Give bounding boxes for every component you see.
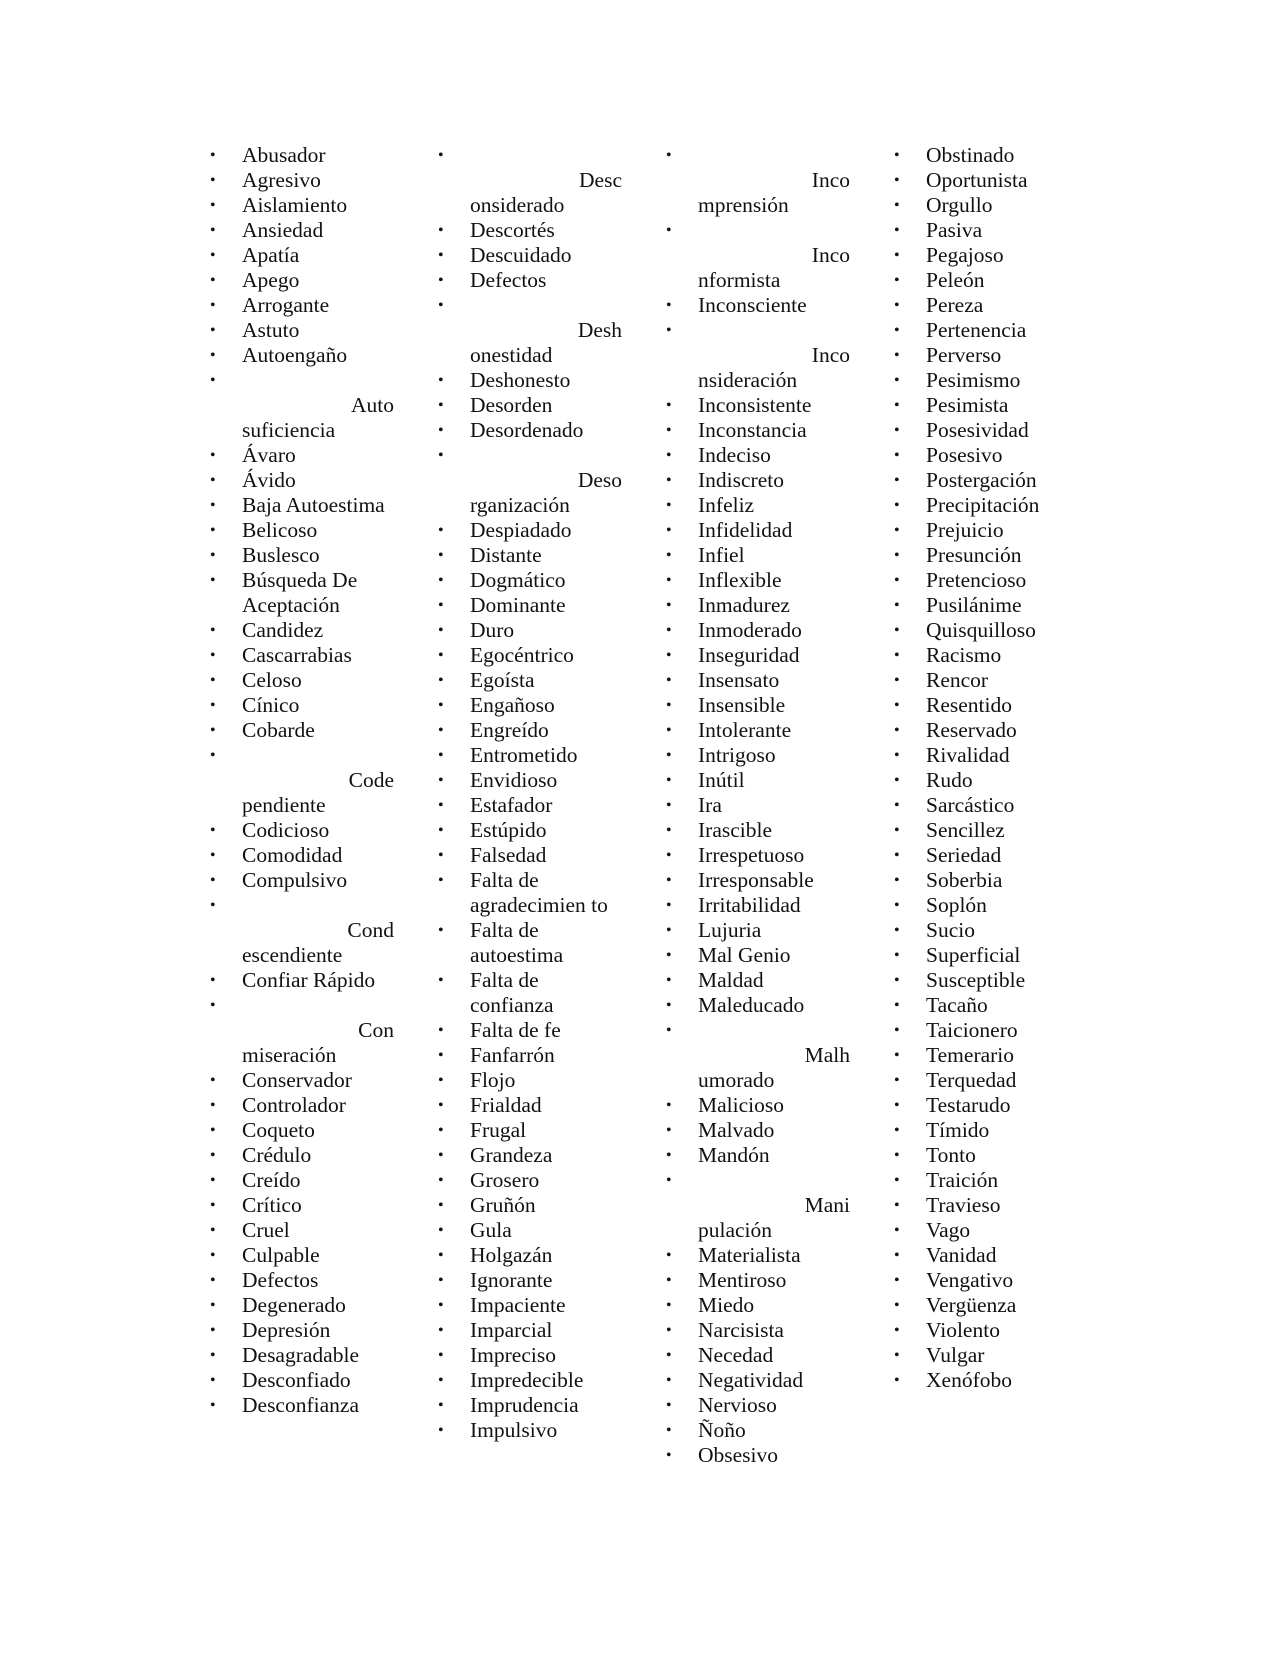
list-item: • Descortés (430, 218, 626, 243)
word-fragment-start: • Mani (804, 1193, 850, 1217)
list-item: • Ira (658, 793, 854, 818)
list-item: • Pasiva (886, 218, 1082, 243)
list-item: • Desconfiado (202, 1368, 398, 1393)
list-item: • Malvado (658, 1118, 854, 1143)
list-item: • Necedad (658, 1343, 854, 1368)
empty-line (698, 318, 854, 343)
word-list-column-1 (202, 143, 398, 1418)
list-item: • Pegajoso (886, 243, 1082, 268)
list-item: • Pesimismo (886, 368, 1082, 393)
list-item: • Orgullo (886, 193, 1082, 218)
list-item: • Desagradable (202, 1343, 398, 1368)
list-item: • Terquedad (886, 1068, 1082, 1093)
list-item: • Cobarde (202, 718, 398, 743)
list-item: • Desconfianza (202, 1393, 398, 1418)
list-item: • Distante (430, 543, 626, 568)
list-item: • Confiar Rápido (202, 968, 398, 993)
list-item (658, 143, 854, 218)
word-fragment-start: • Code (348, 768, 394, 792)
list-item: • Precipitación (886, 493, 1082, 518)
list-item: • Posesivo (886, 443, 1082, 468)
list-item: • Engreído (430, 718, 626, 743)
word-list-column-4 (886, 143, 1082, 1393)
word-fragment-end: umorado (698, 1068, 775, 1092)
list-item: • Astuto (202, 318, 398, 343)
list-item: • Duro (430, 618, 626, 643)
list-item: • Vulgar (886, 1343, 1082, 1368)
list-item: • Cruel (202, 1218, 398, 1243)
word-fragment-start: • Desh (577, 318, 622, 342)
list-item: • Impaciente (430, 1293, 626, 1318)
list-item: • Crítico (202, 1193, 398, 1218)
word-fragment-end: nformista (698, 268, 781, 292)
list-item: • Creído (202, 1168, 398, 1193)
list-item: • Traición (886, 1168, 1082, 1193)
list-item: • Inseguridad (658, 643, 854, 668)
list-item: • Pretencioso (886, 568, 1082, 593)
list-item (202, 743, 398, 818)
word-fragment-end: onsiderado (470, 193, 565, 217)
word-fragment-start: • Con (358, 1018, 394, 1042)
list-item: • Impredecible (430, 1368, 626, 1393)
list-item: • Mandón (658, 1143, 854, 1168)
list-item: • Grosero (430, 1168, 626, 1193)
list-item: • Dominante (430, 593, 626, 618)
list-item: • Celoso (202, 668, 398, 693)
list-item: • Maldad (658, 968, 854, 993)
list-item: • Impreciso (430, 1343, 626, 1368)
list-item: • Pesimista (886, 393, 1082, 418)
list-item: • Falsedad (430, 843, 626, 868)
list-item: • Imprudencia (430, 1393, 626, 1418)
list-item: • Negatividad (658, 1368, 854, 1393)
list-item (202, 368, 398, 443)
list-item: • Comodidad (202, 843, 398, 868)
word-fragment-start: • Deso (577, 468, 622, 492)
empty-line (242, 743, 398, 768)
list-item: • Intolerante (658, 718, 854, 743)
list-item: • Inflexible (658, 568, 854, 593)
list-item: • Taicionero (886, 1018, 1082, 1043)
list-item (202, 893, 398, 968)
list-item: • Arrogante (202, 293, 398, 318)
empty-line (470, 293, 626, 318)
list-item: • Lujuria (658, 918, 854, 943)
word-fragment-end: pulación (698, 1218, 773, 1242)
list-item: • Estúpido (430, 818, 626, 843)
word-fragment-start: • Malh (804, 1043, 850, 1067)
empty-line (698, 1018, 854, 1043)
list-item: • Soberbia (886, 868, 1082, 893)
list-item: • Postergación (886, 468, 1082, 493)
list-item: • Ñoño (658, 1418, 854, 1443)
empty-line (698, 143, 854, 168)
empty-line (470, 443, 626, 468)
list-item: • Desorden (430, 393, 626, 418)
list-item: • Falta de agradecimien to (430, 868, 626, 918)
list-item: • Codicioso (202, 818, 398, 843)
list-item: • Xenófobo (886, 1368, 1082, 1393)
list-item: • Peleón (886, 268, 1082, 293)
word-fragment-end: onestidad (470, 343, 553, 367)
list-item: • Inconstancia (658, 418, 854, 443)
list-item: • Posesividad (886, 418, 1082, 443)
list-item (430, 443, 626, 518)
list-item: • Inmoderado (658, 618, 854, 643)
list-item: • Vengativo (886, 1268, 1082, 1293)
list-item: • Gula (430, 1218, 626, 1243)
list-item: • Gruñón (430, 1193, 626, 1218)
list-item: • Depresión (202, 1318, 398, 1343)
list-item: • Mentiroso (658, 1268, 854, 1293)
list-item: • Irresponsable (658, 868, 854, 893)
list-item: • Maleducado (658, 993, 854, 1018)
list-item: • Apatía (202, 243, 398, 268)
list-item: • Autoengaño (202, 343, 398, 368)
list-item: • Cínico (202, 693, 398, 718)
list-item: • Conservador (202, 1068, 398, 1093)
list-item: • Pereza (886, 293, 1082, 318)
list-item: • Indiscreto (658, 468, 854, 493)
word-fragment-end: nsideración (698, 368, 798, 392)
list-item (430, 293, 626, 368)
list-item: • Belicoso (202, 518, 398, 543)
list-item (430, 143, 626, 218)
list-item: • Engañoso (430, 693, 626, 718)
list-item: • Cascarrabias (202, 643, 398, 668)
list-item: • Ansiedad (202, 218, 398, 243)
list-item: • Reservado (886, 718, 1082, 743)
list-item: • Infiel (658, 543, 854, 568)
list-item: • Sarcástico (886, 793, 1082, 818)
list-item: • Pertenencia (886, 318, 1082, 343)
list-item: • Miedo (658, 1293, 854, 1318)
list-item: • Abusador (202, 143, 398, 168)
list-item: • Egocéntrico (430, 643, 626, 668)
list-item: • Racismo (886, 643, 1082, 668)
list-item: • Fanfarrón (430, 1043, 626, 1068)
empty-line (698, 218, 854, 243)
list-item: • Egoísta (430, 668, 626, 693)
list-item: • Impulsivo (430, 1418, 626, 1443)
list-item: • Envidioso (430, 768, 626, 793)
list-item: • Desordenado (430, 418, 626, 443)
list-item: • Apego (202, 268, 398, 293)
list-item: • Inmadurez (658, 593, 854, 618)
list-item: • Compulsivo (202, 868, 398, 893)
list-item: • Oportunista (886, 168, 1082, 193)
list-item: • Holgazán (430, 1243, 626, 1268)
list-item: • Superficial (886, 943, 1082, 968)
list-item: • Buslesco (202, 543, 398, 568)
list-item: • Quisquilloso (886, 618, 1082, 643)
list-item: • Tímido (886, 1118, 1082, 1143)
word-fragment-end: escendiente (242, 943, 343, 967)
list-item: • Obstinado (886, 143, 1082, 168)
empty-line (470, 143, 626, 168)
list-item: • Irascible (658, 818, 854, 843)
list-item: • Ávaro (202, 443, 398, 468)
list-item: • Rencor (886, 668, 1082, 693)
list-item: • Irritabilidad (658, 893, 854, 918)
list-item: • Inconsistente (658, 393, 854, 418)
list-item: • Aislamiento (202, 193, 398, 218)
list-item: • Coqueto (202, 1118, 398, 1143)
list-item: • Falta de autoestima (430, 918, 626, 968)
list-item: • Inconsciente (658, 293, 854, 318)
list-item: • Despiadado (430, 518, 626, 543)
list-item: • Resentido (886, 693, 1082, 718)
list-item: • Pusilánime (886, 593, 1082, 618)
list-item: • Nervioso (658, 1393, 854, 1418)
list-item: • Crédulo (202, 1143, 398, 1168)
list-item: • Deshonesto (430, 368, 626, 393)
list-item: • Vago (886, 1218, 1082, 1243)
list-item: • Falta de confianza (430, 968, 626, 1018)
word-list-column-2 (430, 143, 626, 1443)
list-item: • Grandeza (430, 1143, 626, 1168)
list-item: • Presunción (886, 543, 1082, 568)
list-item: • Falta de fe (430, 1018, 626, 1043)
word-fragment-end: miseración (242, 1043, 337, 1067)
list-item: • Ávido (202, 468, 398, 493)
word-fragment-start: • Inco (811, 168, 850, 192)
list-item: • Mal Genio (658, 943, 854, 968)
word-fragment-start: • Desc (579, 168, 622, 192)
list-item: • Vanidad (886, 1243, 1082, 1268)
list-item: • Temerario (886, 1043, 1082, 1068)
list-item (658, 1168, 854, 1243)
list-item (658, 218, 854, 293)
list-item: • Defectos (430, 268, 626, 293)
list-item: • Estafador (430, 793, 626, 818)
list-item: • Degenerado (202, 1293, 398, 1318)
list-item: • Rudo (886, 768, 1082, 793)
word-fragment-start: • Cond (347, 918, 394, 942)
list-item: • Prejuicio (886, 518, 1082, 543)
list-item: • Vergüenza (886, 1293, 1082, 1318)
list-item: • Frialdad (430, 1093, 626, 1118)
list-item (658, 1018, 854, 1093)
word-fragment-end: pendiente (242, 793, 326, 817)
list-item: • Frugal (430, 1118, 626, 1143)
list-item: • Sencillez (886, 818, 1082, 843)
list-item: • Testarudo (886, 1093, 1082, 1118)
empty-line (242, 893, 398, 918)
list-item: • Agresivo (202, 168, 398, 193)
word-fragment-end: rganización (470, 493, 570, 517)
list-item: • Violento (886, 1318, 1082, 1343)
list-item: • Inútil (658, 768, 854, 793)
word-fragment-end: suficiencia (242, 418, 336, 442)
list-item: • Malicioso (658, 1093, 854, 1118)
list-item: • Susceptible (886, 968, 1082, 993)
list-item: • Seriedad (886, 843, 1082, 868)
list-item (202, 993, 398, 1068)
list-item: • Infeliz (658, 493, 854, 518)
list-item: • Perverso (886, 343, 1082, 368)
list-item: • Entrometido (430, 743, 626, 768)
word-list-column-3 (658, 143, 854, 1468)
list-item: • Narcisista (658, 1318, 854, 1343)
word-fragment-start: • Inco (811, 243, 850, 267)
list-item: • Insensato (658, 668, 854, 693)
list-item: • Defectos (202, 1268, 398, 1293)
list-item: • Descuidado (430, 243, 626, 268)
list-item: • Tonto (886, 1143, 1082, 1168)
list-item (658, 318, 854, 393)
list-item: • Dogmático (430, 568, 626, 593)
word-fragment-end: mprensión (698, 193, 789, 217)
list-item: • Infidelidad (658, 518, 854, 543)
list-item: • Soplón (886, 893, 1082, 918)
list-item: • Materialista (658, 1243, 854, 1268)
list-item: • Indeciso (658, 443, 854, 468)
empty-line (242, 368, 398, 393)
word-fragment-start: • Auto (351, 393, 394, 417)
list-item: • Sucio (886, 918, 1082, 943)
list-item: • Búsqueda De Aceptación (202, 568, 398, 618)
list-item: • Irrespetuoso (658, 843, 854, 868)
list-item: • Insensible (658, 693, 854, 718)
list-item: • Controlador (202, 1093, 398, 1118)
empty-line (242, 993, 398, 1018)
list-item: • Ignorante (430, 1268, 626, 1293)
empty-line (698, 1168, 854, 1193)
list-item: • Baja Autoestima (202, 493, 398, 518)
list-item: • Intrigoso (658, 743, 854, 768)
list-item: • Tacaño (886, 993, 1082, 1018)
list-item: • Imparcial (430, 1318, 626, 1343)
list-item: • Candidez (202, 618, 398, 643)
list-item: • Flojo (430, 1068, 626, 1093)
word-fragment-start: • Inco (811, 343, 850, 367)
list-item: • Culpable (202, 1243, 398, 1268)
list-item: • Obsesivo (658, 1443, 854, 1468)
list-item: • Rivalidad (886, 743, 1082, 768)
list-item: • Travieso (886, 1193, 1082, 1218)
